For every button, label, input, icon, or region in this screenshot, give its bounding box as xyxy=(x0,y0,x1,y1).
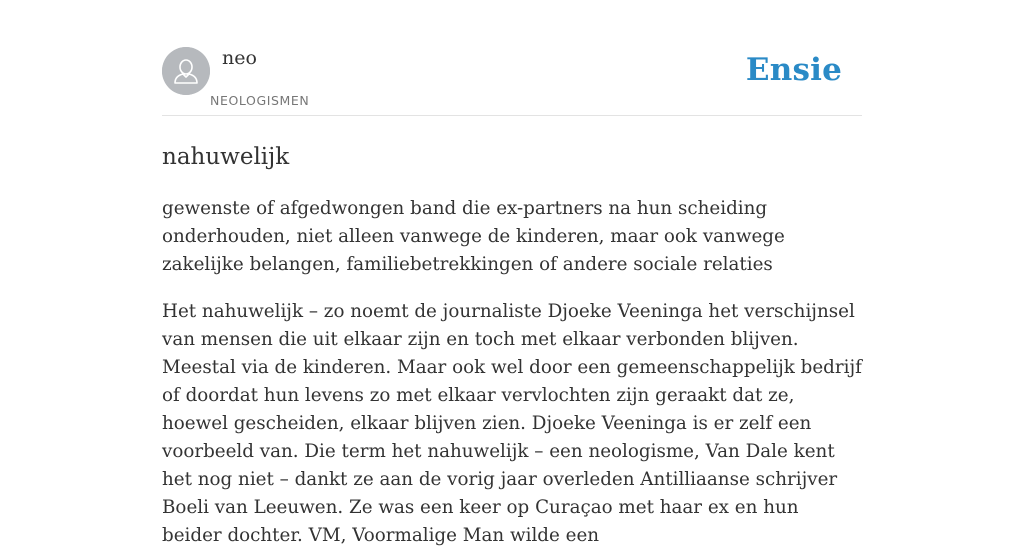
author-username[interactable]: neo xyxy=(222,47,257,69)
page-container xyxy=(162,0,862,550)
site-logo[interactable]: Ensie xyxy=(745,52,842,88)
category-label[interactable]: NEOLOGISMEN xyxy=(210,93,310,108)
entry-body: Het nahuwelijk – zo noemt de journaliste Djoeke Veeninga het verschijnsel van mensen die uit elkaar zijn en toch met elkaar verbonden blijven. Meestal via de kinderen. Maar ook wel door een gemeenschappelijk bedrijf of doordat hun levens zo met elkaar vervlochten zijn geraakt dat ze, hoewel gescheiden, elkaar blijven zien. Djoeke Veeninga is er zelf een voorbeeld van. Die term het nahuwelijk – een neologisme, Van Dale kent het nog niet – dankt ze aan de vorig jaar overleden Antilliaanse schrijver Boeli van Leeuwen. Ze was een keer op Curaçao met haar ex en hun beider dochter. VM, Voormalige Man wilde een xyxy=(162,301,862,546)
avatar[interactable] xyxy=(162,47,210,95)
entry-title: nahuwelijk xyxy=(162,144,290,170)
entry-header xyxy=(162,0,862,116)
user-silhouette-icon xyxy=(162,47,210,95)
entry-definition: gewenste of afgedwongen band die ex-partners na hun scheiding onderhouden, niet alleen vanwege de kinderen, maar ook vanwege zakelijke belangen, familiebetrekkingen of andere sociale relaties xyxy=(162,198,785,275)
